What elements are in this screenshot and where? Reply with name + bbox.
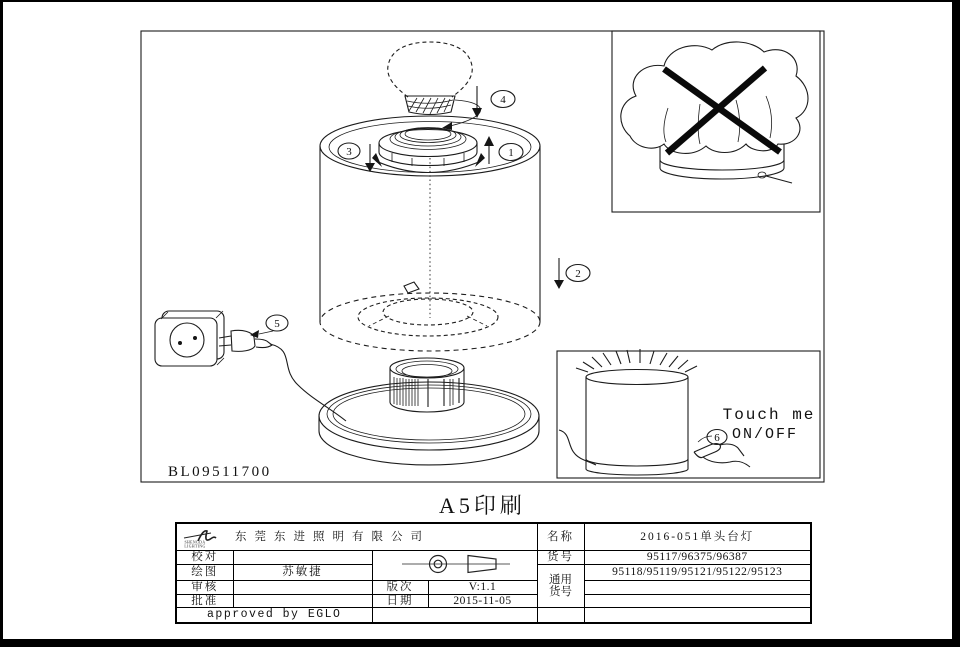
touch-instruction-inset xyxy=(557,349,820,478)
plug-and-cord-drawing xyxy=(219,330,346,421)
review-value xyxy=(233,580,372,594)
company-logo-icon xyxy=(181,525,231,549)
version-label: 版次 xyxy=(372,580,428,594)
callout-step-5 xyxy=(266,315,288,331)
projection-symbol-cell xyxy=(372,550,537,580)
glowing-lamp-drawing xyxy=(586,370,688,476)
approve-value xyxy=(233,594,372,607)
approved-note: approved by EGLO xyxy=(176,607,372,623)
svg-text:2: 2 xyxy=(575,268,581,280)
empty-right-label-cell xyxy=(537,607,584,623)
approve-label: 批准 xyxy=(176,594,233,607)
callout-step-4 xyxy=(491,91,515,108)
version-value: V:1.1 xyxy=(428,580,537,594)
touch-me-label: Touch me xyxy=(722,406,816,424)
common-no-label: 通用 货号 xyxy=(537,564,584,607)
step-arrows xyxy=(365,86,564,289)
lamp-base-drawing xyxy=(319,382,539,465)
callout-step-2 xyxy=(566,265,590,282)
svg-text:5: 5 xyxy=(274,318,280,330)
proofread-value xyxy=(233,550,372,564)
svg-text:1: 1 xyxy=(508,147,514,159)
common-no-empty-row2 xyxy=(584,594,811,607)
date-value: 2015-11-05 xyxy=(428,594,537,607)
wall-socket-drawing xyxy=(155,311,224,366)
projection-symbol-icon xyxy=(380,551,530,577)
svg-text:6: 6 xyxy=(714,432,720,444)
print-size-label: A5印刷 xyxy=(439,493,526,518)
svg-text:LIGHTING: LIGHTING xyxy=(184,544,206,549)
common-no-value: 95118/95119/95121/95122/95123 xyxy=(584,564,811,580)
shade-support-drawing xyxy=(358,282,498,336)
drawn-value: 苏敏捷 xyxy=(233,564,372,580)
empty-right-value-cell xyxy=(584,607,811,623)
title-block-table xyxy=(175,522,812,624)
cloth-cover-drawing xyxy=(621,42,808,153)
light-rays-drawing xyxy=(576,349,697,372)
svg-text:SHENGDA: SHENGDA xyxy=(184,540,206,545)
on-off-label: ON/OFF xyxy=(731,426,799,443)
item-no-value: 95117/96375/96387 xyxy=(584,550,811,564)
no-cover-warning-inset xyxy=(612,31,820,212)
company-name: 东莞东进照明有限公司 xyxy=(235,530,430,543)
name-label: 名称 xyxy=(537,523,584,550)
empty-mid-cell xyxy=(372,607,537,623)
lamp-shade-drawing xyxy=(320,116,540,351)
company-cell xyxy=(176,523,537,550)
callout-step-1 xyxy=(499,144,523,161)
inset-cord-drawing xyxy=(559,430,596,465)
svg-text:3: 3 xyxy=(346,146,352,158)
callout-step-3 xyxy=(338,143,360,159)
drawn-label: 绘图 xyxy=(176,564,233,580)
name-value: 2016-051单头台灯 xyxy=(584,523,811,550)
socket-ring-drawing xyxy=(379,128,477,167)
rotation-arrow-icon xyxy=(372,153,485,173)
drawing-code-text: BL09511700 xyxy=(168,464,272,480)
review-label: 审核 xyxy=(176,580,233,594)
callout-step-6 xyxy=(707,430,727,445)
common-no-empty-row1 xyxy=(584,580,811,594)
svg-text:4: 4 xyxy=(500,94,506,106)
item-no-label: 货号 xyxy=(537,550,584,564)
date-label: 日期 xyxy=(372,594,428,607)
proofread-label: 校对 xyxy=(176,550,233,564)
